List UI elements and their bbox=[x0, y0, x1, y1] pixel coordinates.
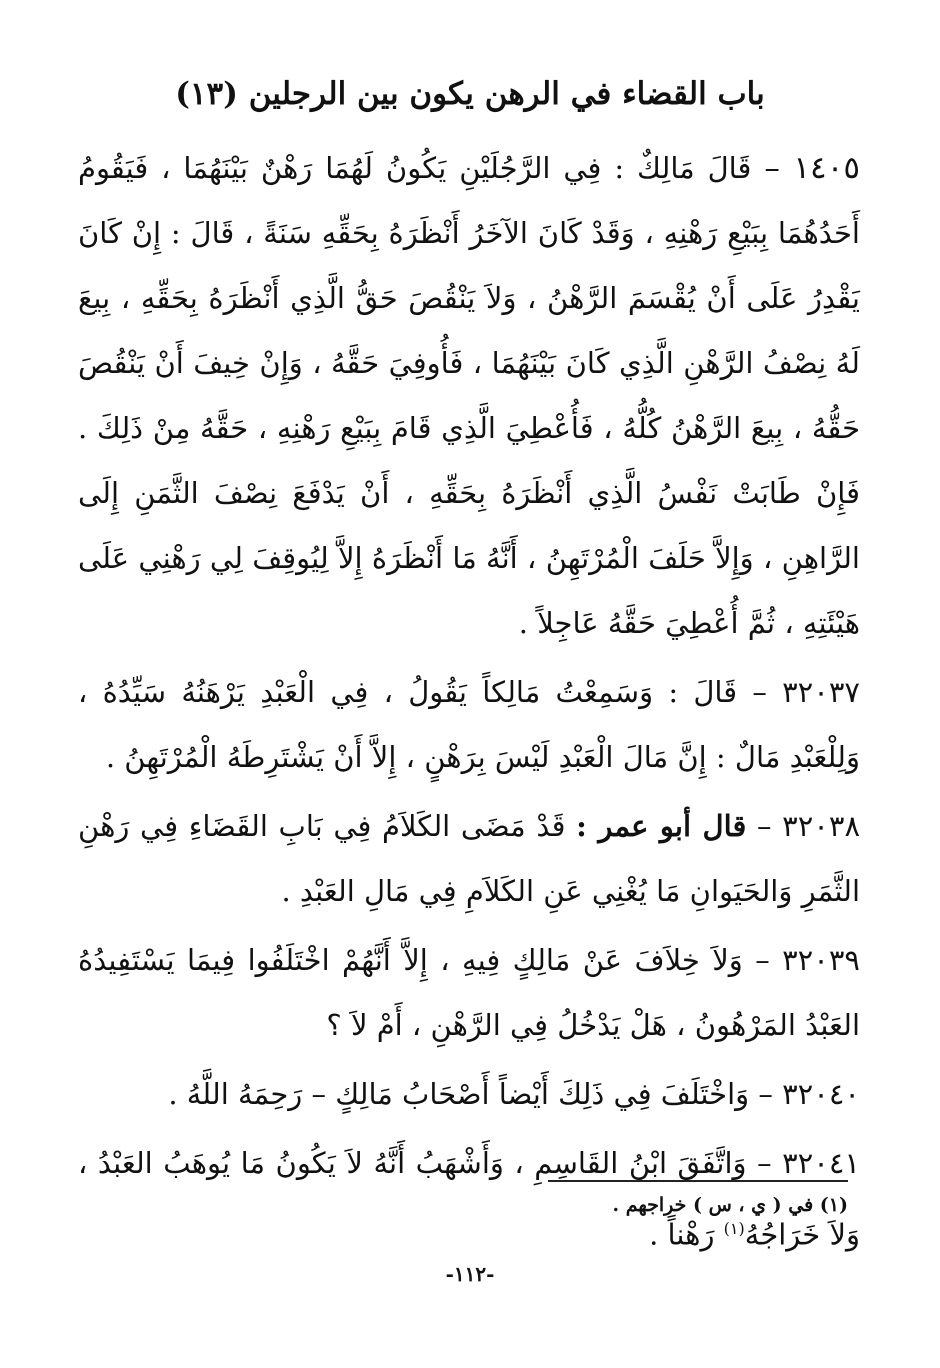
paragraph-text: قَالَ مَالِكٌ : فِي الرَّجُلَيْنِ يَكُونُ لَهُمَا رَهْنٌ بَيْنَهُمَا ، فَيَقُومُ أَحَدُهُمَا بِبَيْعِ رَهْنِهِ ، وَقَدْ كَانَ الآخَرُ أَنْظَرَهُ بِحَقِّهِ سَنَةً ، قَالَ : إِنْ كَانَ يَقْدِرُ عَلَى أَنْ يُقْسَمَ الرَّهْنُ ، وَلاَ يَنْقُصَ حَقُّ الَّذِي أَنْظَرَهُ بِحَقِّهِ ، بِيعَ لَهُ نِصْفُ الرَّهْنِ الَّذِي كَانَ بَيْنَهُمَا ، فَأُوفِيَ حَقَّهُ ، وَإِنْ خِيفَ أَنْ يَنْقُصَ حَقُّهُ ، بِيعَ الرَّهْنُ كُلُّهُ ، فَأُعْطِيَ الَّذِي قَامَ بِبَيْعِ رَهْنِهِ ، حَقَّهُ مِنْ ذَلِكَ . فَإِنْ طَابَتْ نَفْسُ الَّذِي أَنْظَرَهُ بِحَقِّهِ ، أَنْ يَدْفَعَ نِصْفَ الثَّمَنِ إِلَى الرَّاهِنِ ، وَإِلاَّ حَلَفَ الْمُرْتَهِنُ ، أَنَّهُ مَا أَنْظَرَهُ إِلاَّ لِيُوقِفَ لِي رَهْنِي عَلَى هَيْئَتِهِ ، ثُمَّ أُعْطِيَ حَقَّهُ عَاجِلاً . bbox=[78, 151, 860, 640]
paragraph-number: ٣٢٠٣٧ – bbox=[752, 675, 860, 709]
paragraph-32039 bbox=[78, 928, 860, 1058]
paragraph-32040 bbox=[78, 1062, 860, 1127]
page-number: -١١٢- bbox=[445, 1262, 495, 1286]
paragraph-number: ٣٢٠٣٨ – bbox=[757, 809, 861, 843]
paragraph-text-tail: رَهْناً . bbox=[649, 1217, 715, 1252]
footnote: (١) في ( ي ، س ) خراجهم . bbox=[612, 1194, 848, 1216]
footnote-reference[interactable]: (١) bbox=[723, 1219, 745, 1238]
paragraph-number: ٣٢٠٤١ – bbox=[757, 1146, 860, 1180]
paragraph-text: وَلاَ خِلاَفَ عَنْ مَالِكٍ فِيهِ ، إِلاَّ أَنَّهُمْ اخْتَلَفُوا فِيمَا يَسْتَفِيدُهُ العَبْدُ المَرْهُونُ ، هَلْ يَدْخُلُ فِي الرَّهْنِ ، أَمْ لاَ ؟ bbox=[78, 943, 860, 1042]
chapter-title: (١٣) باب القضاء في الرهن يكون بين الرجلين bbox=[175, 76, 765, 112]
paragraph-1405 bbox=[78, 136, 860, 656]
footnote-divider bbox=[548, 1180, 848, 1182]
paragraph-text: وَاخْتَلَفَ فِي ذَلِكَ أَيْضاً أَصْحَابُ مَالِكٍ – رَحِمَهُ اللَّهُ . bbox=[168, 1077, 750, 1111]
paragraph-text: قَالَ : وَسَمِعْتُ مَالِكاً يَقُولُ ، فِي الْعَبْدِ يَرْهَنُهُ سَيِّدُهُ ، وَلِلْعَبْدِ مَالٌ : إِنَّ مَالَ الْعَبْدِ لَيْسَ بِرَهْنٍ ، إِلاَّ أَنْ يَشْتَرِطَهُ الْمُرْتَهِنُ . bbox=[78, 675, 860, 774]
paragraph-number: ٣٢٠٤٠ – bbox=[758, 1077, 860, 1111]
paragraph-number: ٣٢٠٣٩ – bbox=[755, 943, 860, 977]
speaker-label: قال أبو عمر : bbox=[576, 809, 747, 843]
paragraph-number: ١٤٠٥ – bbox=[764, 150, 860, 186]
paragraph-32037 bbox=[78, 660, 860, 790]
paragraph-text: وَاتَّفَقَ ابْنُ القَاسِمِ ، وَأَشْهَبُ أَنَّهُ لاَ يَكُونُ مَا يُوهَبُ العَبْدُ ، وَلاَ خَرَاجُهُ bbox=[78, 1146, 860, 1252]
paragraph-32038 bbox=[78, 794, 860, 924]
paragraph-text: قَدْ مَضَى الكَلاَمُ فِي بَابِ القَضَاءِ فِي رَهْنِ الثَّمَرِ وَالحَيَوانِ مَا يُغْنِي عَنِ الكَلاَمِ فِي مَالِ العَبْدِ . bbox=[78, 809, 860, 908]
page-body bbox=[78, 136, 860, 1272]
